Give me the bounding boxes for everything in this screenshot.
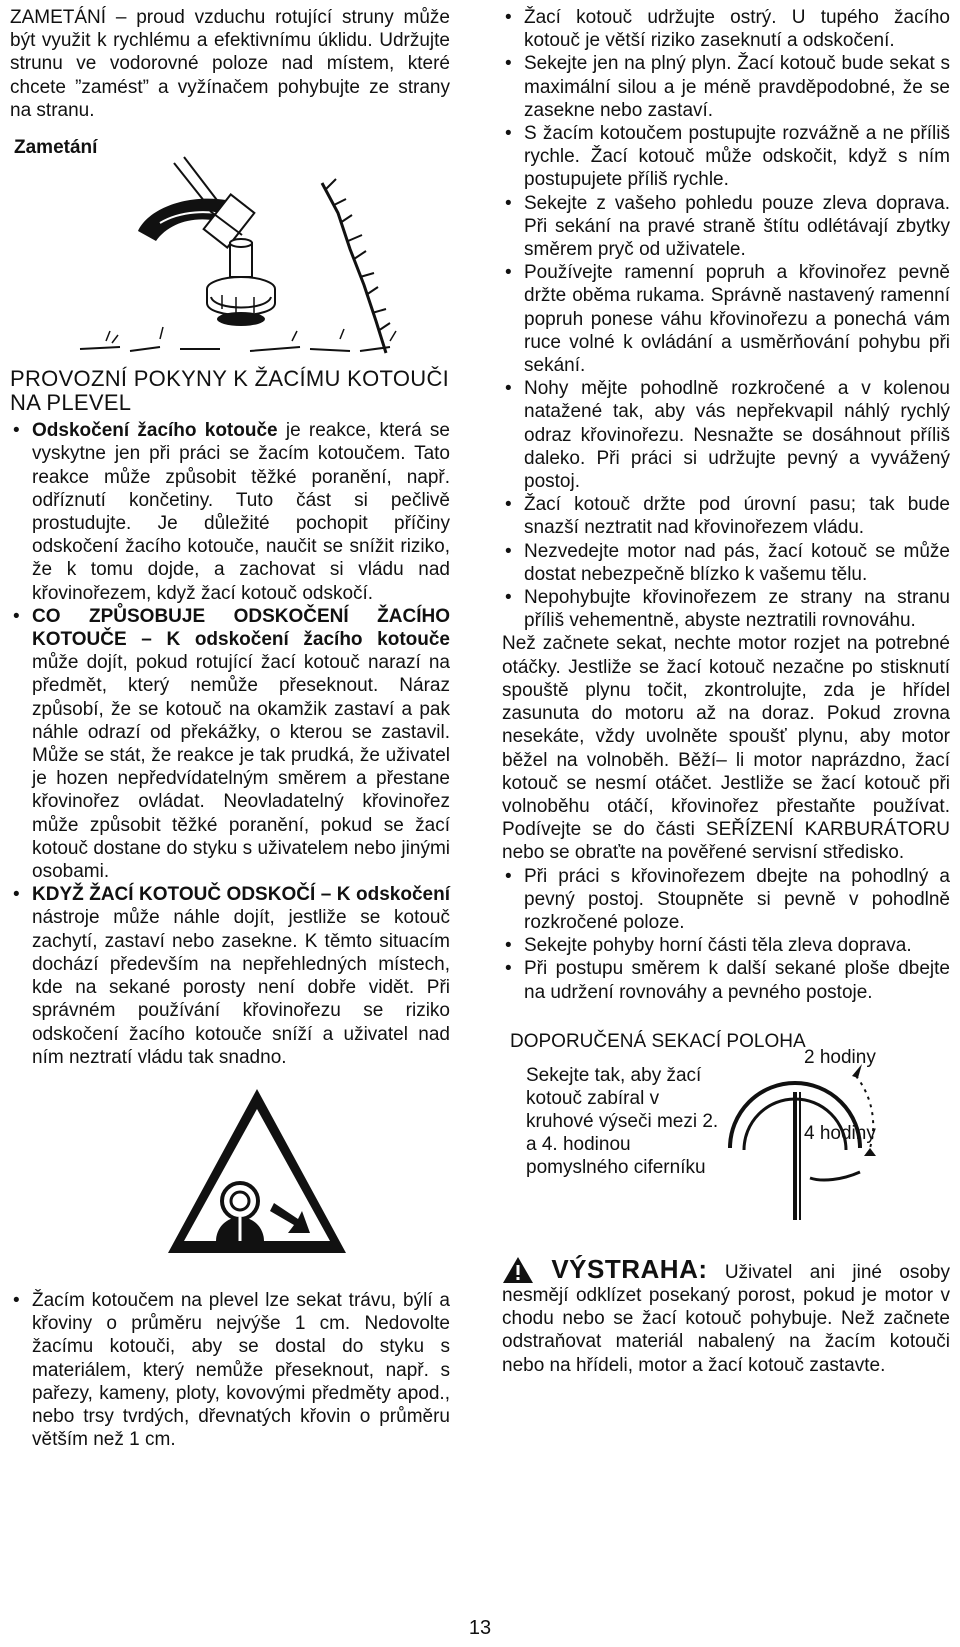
list-item: • KDYŽ ŽACÍ KOTOUČ ODSKOČÍ – K odskočení nástroje může náhle dojít, jestliže se kotouč zachytí, zastaví nebo zasekne. K těmto situacím dochází především na nepřehledných místech, kde na sekané porosty není dobře vidět. Při správném používání křovinořezu se riziko odskočení žacího kotouče sníží a uživatel nad ním neztratí vládu tak snadno. [10,883,450,1069]
label-2-hours: 2 hodiny [804,1046,876,1068]
right-column [502,6,950,1377]
sweeping-illustration [10,153,450,361]
cutting-position-title: DOPORUČENÁ SEKACÍ POLOHA [510,1030,806,1052]
page-number: 13 [468,1617,492,1639]
trimmer-head-illustration [10,153,450,361]
warning-text: Uživatel ani jiné osoby nesmějí odklízet posekaný porost, pokud je motor v chodu nebo se žací kotouč pohybuje. Než začnete odstraňovat materiál nabalený na žacím kotouči nebo na hřídeli, motor a žací kotouč zastavte. [502,1261,950,1376]
left-column [10,6,450,1451]
warning-title: VÝSTRAHA: [551,1253,708,1284]
label-4-hours: 4 hodiny [804,1122,876,1144]
right-bottom-list [502,865,950,1004]
cutting-position-text: Sekejte tak, aby žací kotouč zabíral v kruhové výseči mezi 2. a 4. hodinou pomyslného ciferníku [526,1064,719,1178]
left-bottom-list [10,1289,450,1451]
idle-paragraph: Než začnete sekat, nechte motor rozjet na potrebné otáčky. Jestliže se žací kotouč nezačne po stisknutí spouště plynu točit, zkontrolujte, zda je hřídel zasunuta do motoru až na doraz. Pokud zrovna nesekáte, vždy uvolněte spoušť plynu, aby motor běžel na volnoběh. Běží– li motor naprázdno, žací kotouč se nesmí otáčet. Jestliže se žací kotouč při volnoběhu otáčí, křovinořez přestaňte používat. Podívejte se do části SEŘÍZENÍ KARBURÁTORU nebo se obraťte na pověřené servisní středisko. [502,633,950,864]
right-bullet-list [502,6,950,632]
list-item: • Při postupu směrem k další sekané ploše dbejte na udržení rovnováhy a pevného postoje. [502,957,950,1003]
list-item: • Sekejte jen na plný plyn. Žací kotouč bude sekat s maximální silou a je méně pravděpodobné, že se zasekne nebo zastaví. [502,52,950,122]
figure-label-sweeping: Zametání [14,137,98,159]
warning-icon [502,1256,534,1284]
warning-block [502,1253,950,1377]
intro-paragraph: ZAMETÁNÍ – proud vzduchu rotující struny může být využit k rychlému a efektivnímu úklidu. Udržujte strunu ve vodorovné poloze nad místem, které chcete ”zamést” a vyžínačem pohybujte ze strany na stranu. [10,7,450,121]
list-item: • Při práci s křovinořezem dbejte na pohodlný a pevný postoj. Stoupněte si pevně v pohodlně rozkročené poloze. [502,865,950,935]
list-item: • Nohy mějte pohodlně rozkročené a v kolenou natažené tak, aby vás nepřekvapil náhlý rychlý odraz křovinořezu. Nesnažte se dosáhnout příliš daleko. Při práci si udržujte pevný a vyvážený postoj. [502,377,950,493]
cutting-position-figure [502,1030,950,1226]
list-item: • Nepohybujte křovinořezem ze strany na stranu příliš vehementně, abyste neztratili rovnováhu. [502,586,950,632]
list-item: • S žacím kotoučem postupujte rozvážně a ne příliš rychle. Žací kotouč může odskočit, když s ním postupujete příliš rychle. [502,122,950,192]
left-bullet-list [10,419,450,1069]
warning-triangle-icon [162,1083,352,1283]
list-item: • Žací kotouč udržujte ostrý. U tupého žacího kotouč je větší riziko zaseknutí a odskočení. [502,6,950,52]
list-item: • Odskočení žacího kotouče je reakce, která se vyskytne jen při práci se žacím kotoučem. Tato reakce může způsobit těžké poranění, např. odříznutí končetiny. Tuto část si pečlivě prostudujte. Je důležité pochopit příčiny odskočení žacího kotouče, naučit se snížit riziko, že k tomu dojde, a zachovat si vládu nad křovinořezem, když žací kotouč odskočí. [10,419,450,605]
list-item: • Sekejte z vašeho pohledu pouze zleva doprava. Při sekání na pravé straně štítu odlétávají zbytky směrem pryč od uživatele. [502,192,950,262]
list-item: • Sekejte pohyby horní části těla zleva doprava. [502,934,950,957]
list-item: • CO ZPŮSOBUJE ODSKOČENÍ ŽACÍHO KOTOUČE – K odskočení žacího kotouče může dojít, pokud rotující žací kotouč narazí na předmět, který nemůže přeseknout. Náraz způsobí, že se kotouč na okamžik zastaví a pak náhle odrazí od překážky, o kterou se zastavil. Může se stát, že reakce je tak prudká, že uživatel je hozen nepředvídatelným směrem a přestane křovinořez ovládat. Neovladatelný křovinořez může způsobit těžké poranění, pokud se žací kotouč dostane do styku s uživatelem nebo jinými osobami. [10,605,450,883]
thrust-warning-illustration [162,1083,450,1283]
list-item: • Nezvedejte motor nad pás, žací kotouč se může dostat nebezpečně blízko k vašemu tělu. [502,540,950,586]
section-heading: PROVOZNÍ POKYNY K ŽACÍMU KOTOUČI NA PLEVEL [10,366,450,416]
list-item: • Žacím kotoučem na plevel lze sekat trávu, býlí a křoviny o průměru nejvýše 1 cm. Nedovolte žacímu kotouči, aby se dostal do styku s materiálem, který nemůže přeseknout, např. s pařezy, kameny, ploty, kovovými předměty apod., nebo trsy tvrdých, dřevnatých křovin o průměru větším než 1 cm. [10,1289,450,1451]
list-item: • Používejte ramenní popruh a křovinořez pevně držte oběma rukama. Správně nastavený ramenní popruh ponese váhu křovinořezu a ponechá vám ruce volné k ovládání a usměrňování pohybu při sekání. [502,261,950,377]
list-item: • Žací kotouč držte pod úrovní pasu; tak bude snazší neztratit nad křovinořezem vládu. [502,493,950,539]
